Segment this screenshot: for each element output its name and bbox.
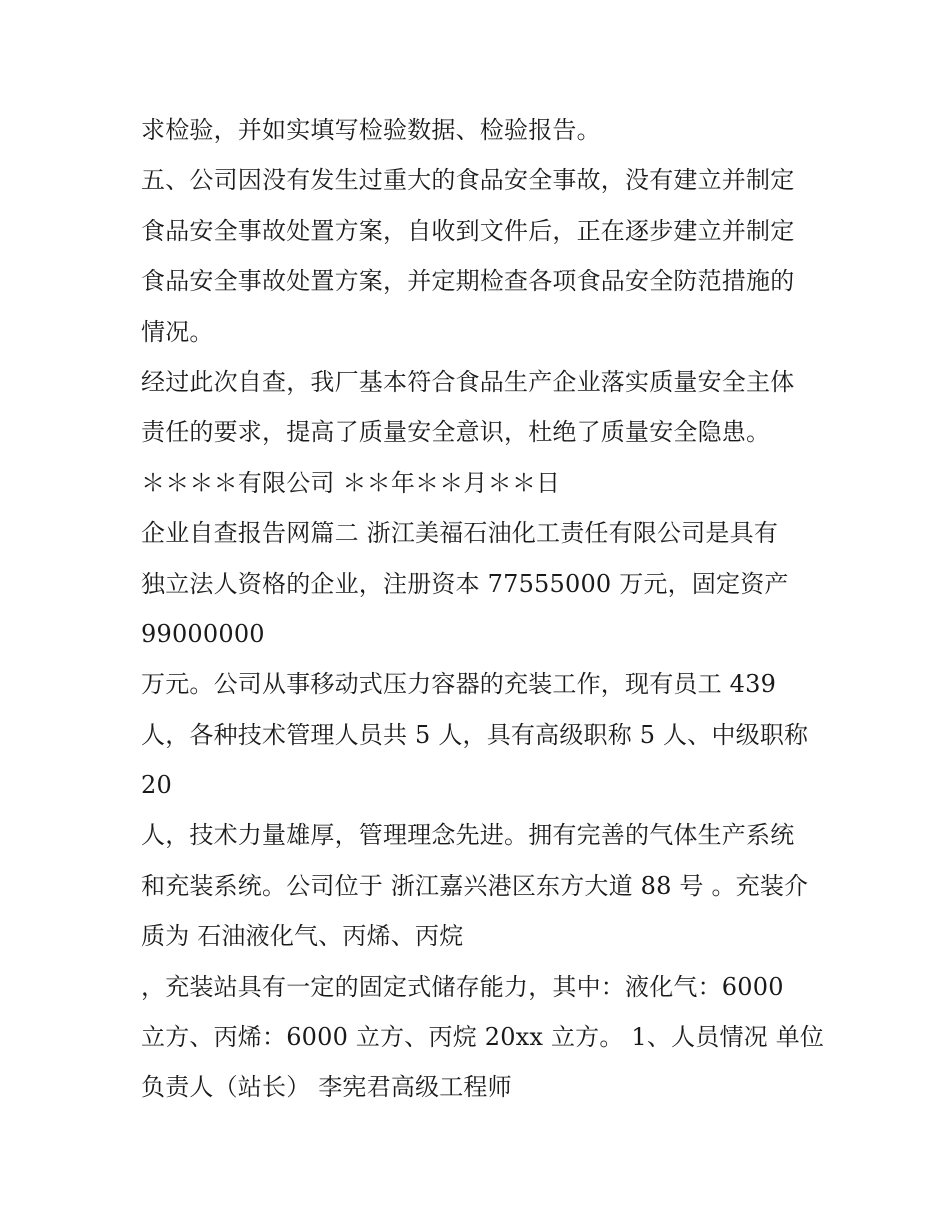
text-line: 经过此次自查，我厂基本符合食品生产企业落实质量安全主体 — [141, 367, 795, 396]
text-line: 求检验，并如实填写检验数据、检验报告。 — [141, 116, 601, 144]
text-line: 立方、丙烯：6000 立方、丙烷 20xx 立方。 1、人员情况 单位 — [141, 1023, 825, 1052]
text-line: 五、公司因没有发生过重大的食品安全事故，没有建立并制定 — [141, 166, 795, 195]
text-line: 负责人（站长） 李宪君高级工程师 — [141, 1073, 512, 1102]
text-line: 99000000 — [141, 619, 265, 648]
text-line: 食品安全事故处置方案，并定期检查各项食品安全防范措施的 — [141, 267, 795, 296]
text-line: ，充装站具有一定的固定式储存能力，其中：液化气：6000 — [141, 972, 784, 1001]
text-line: 企业自查报告网篇二 浙江美福石油化工责任有限公司是具有 — [141, 519, 779, 548]
text-line: 独立法人资格的企业，注册资本 77555000 万元，固定资产 — [141, 569, 789, 598]
text-line: 情况。 — [141, 317, 214, 346]
text-line: 质为 石油液化气、丙烯、丙烷 — [141, 922, 464, 951]
document-body — [141, 105, 825, 1113]
signature-line: ＊＊＊＊有限公司 ＊＊年＊＊月＊＊日 — [141, 468, 561, 497]
text-line: 万元。公司从事移动式压力容器的充装工作，现有员工 439 — [141, 670, 777, 699]
text-line: 和充装系统。公司位于 浙江嘉兴港区东方大道 88 号 。充装介 — [141, 871, 809, 900]
text-line: 20 — [141, 771, 172, 800]
text-line: 食品安全事故处置方案，自收到文件后，正在逐步建立并制定 — [141, 216, 795, 245]
text-line: 人，技术力量雄厚，管理理念先进。拥有完善的气体生产系统 — [141, 821, 795, 850]
text-line: 责任的要求，提高了质量安全意识，杜绝了质量安全隐患。 — [141, 418, 771, 447]
text-line: 人，各种技术管理人员共 5 人，具有高级职称 5 人、中级职称 — [141, 720, 809, 749]
